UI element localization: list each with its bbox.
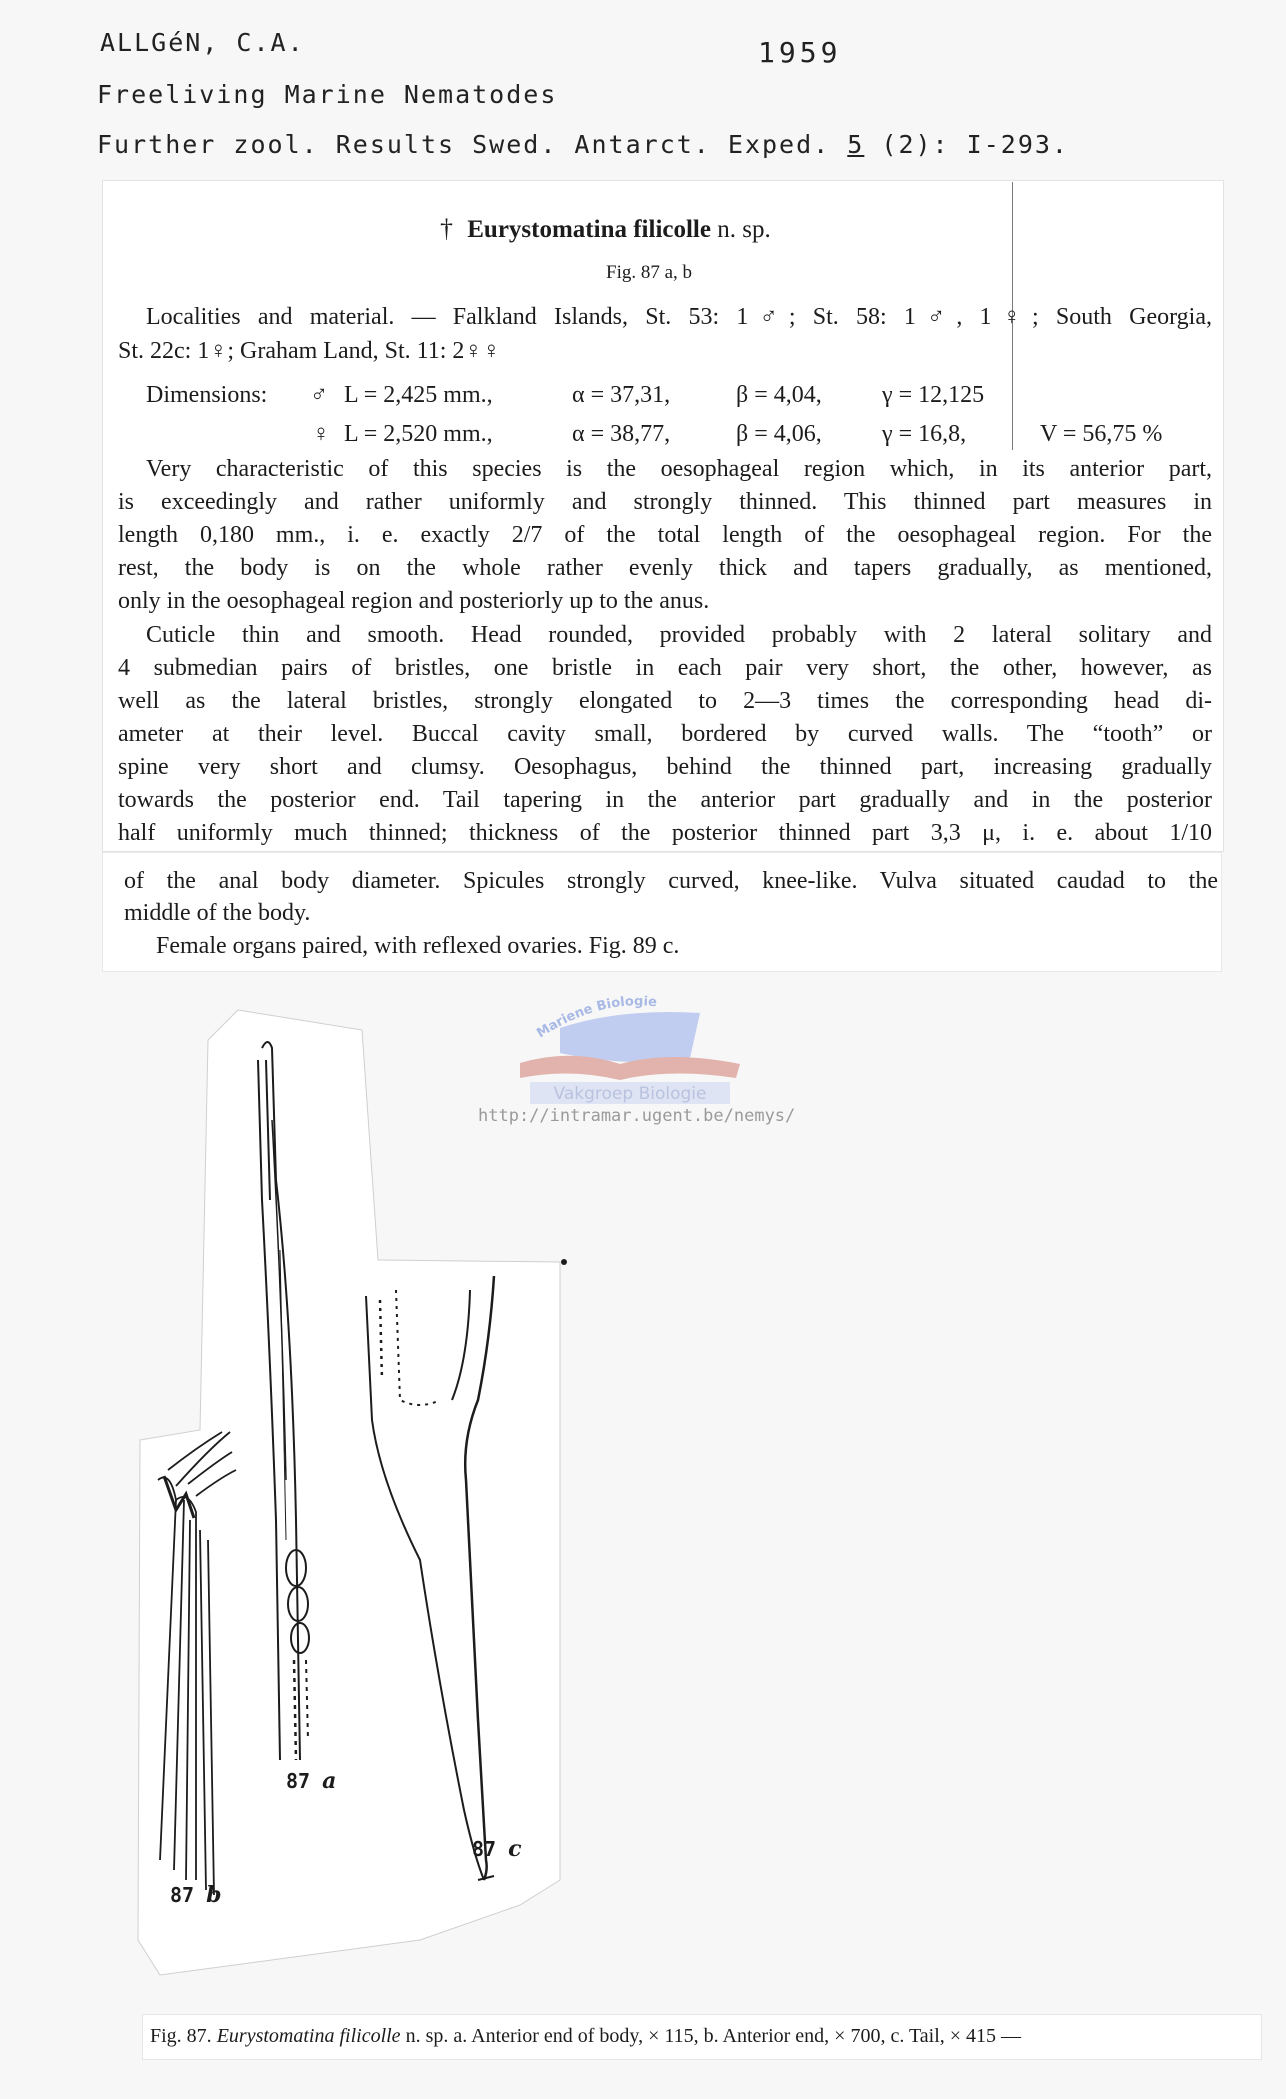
male-beta: β = 4,04, [736,382,822,408]
male-gamma: γ = 12,125 [882,382,985,408]
male-alpha: α = 37,31, [572,382,671,408]
para1-line: is exceedingly and rather uniformly and strongly thinned. This thinned part measures in [118,489,1212,515]
female-beta: β = 4,06, [736,421,822,447]
caption-prefix: Fig. 87. [150,2025,212,2047]
caption-rest: n. sp. a. Anterior end of body, × 115, b. Anterior end, × 700, c. Tail, × 415 — [405,2025,1022,2047]
caption-species: Eurystomatina filicolle [216,2025,401,2047]
watermark-arc-text: Mariene Biologie [534,994,658,1042]
header-author: ALLGéN, C.A. [100,28,305,57]
localities-line-2: St. 22c: 1♀; Graham Land, St. 11: 2♀♀ [118,338,501,364]
figure-reference: Fig. 87 a, b [606,262,693,283]
watermark-group-text: Vakgroep Biologie [553,1084,707,1104]
figure-87b-letter: b [206,1882,222,1908]
female-gamma: γ = 16,8, [882,421,967,447]
para2-line: half uniformly much thinned; thickness of the posterior thinned part 3,3 μ, i. e. about 1/10 [118,820,1212,846]
header-year: 1959 [758,36,842,69]
para2-line: towards the posterior end. Tail tapering in the anterior part gradually and in the posterior [118,787,1212,813]
para2-line: spine very short and clumsy. Oesophagus, behind the thinned part, increasing gradually [118,754,1212,780]
para2-line: 4 submedian pairs of bristles, one bristle in each pair very short, the other, however, as [118,655,1212,681]
para3-line: Female organs paired, with reflexed ovaries. Fig. 89 c. [156,933,680,959]
female-symbol: ♀ [312,421,330,447]
female-length: L = 2,520 mm., [344,421,493,447]
female-alpha: α = 38,77, [572,421,671,447]
para1-line: Very characteristic of this species is the oesophageal region which, in its anterior part, [146,456,1212,482]
header-title: Freeliving Marine Nematodes [97,80,558,109]
para2-line: ameter at their level. Buccal cavity small, bordered by curved walls. The “tooth” or [118,721,1212,747]
para2-line: Cuticle thin and smooth. Head rounded, provided probably with 2 lateral solitary and [146,622,1212,648]
localities-line-1: Localities and material. — Falkland Islands, St. 53: 1♂; St. 58: 1♂, 1♀; South Georgia, [146,304,1212,330]
male-length: L = 2,425 mm., [344,382,493,408]
journal-volume: 5 [847,130,865,159]
female-vulva: V = 56,75 % [1040,421,1163,447]
para1-line: rest, the body is on the whole rather evenly thick and tapers gradually, as mentioned, [118,555,1212,581]
figure-87a-label [286,1768,336,1794]
ink-dot [561,1259,567,1265]
figure-87c-label [472,1836,522,1862]
para2-line: well as the lateral bristles, strongly elongated to 2—3 times the corresponding head di- [118,688,1212,714]
figure-87a-number: 87 [286,1769,311,1793]
journal-prefix: Further zool. Results Swed. Antarct. Exped. [97,130,831,159]
species-suffix: n. sp. [717,216,771,243]
extinct-dagger-icon: † [440,214,453,243]
para1-line: only in the oesophageal region and posteriorly up to the anus. [118,588,710,614]
figure-87b-label [170,1882,222,1908]
figure-87c-letter: c [508,1836,522,1862]
watermark-url: http://intramar.ugent.be/nemys/ [478,1106,796,1126]
figure-87a-letter: a [322,1768,337,1794]
male-symbol: ♂ [310,382,328,408]
para2-line: of the anal body diameter. Spicules strongly curved, knee-like. Vulva situated caudad to the [124,868,1218,894]
dimensions-label: Dimensions: [146,382,268,408]
para2-line: middle of the body. [124,900,311,926]
figure-87c-number: 87 [472,1837,497,1861]
para1-line: length 0,180 mm., i. e. exactly 2/7 of the total length of the oesophageal region. For the [118,522,1212,548]
journal-suffix: (2): I-293. [881,130,1069,159]
figure-caption [150,2025,1021,2048]
species-name: Eurystomatina filicolle [467,216,711,243]
figure-87b-number: 87 [170,1883,195,1907]
